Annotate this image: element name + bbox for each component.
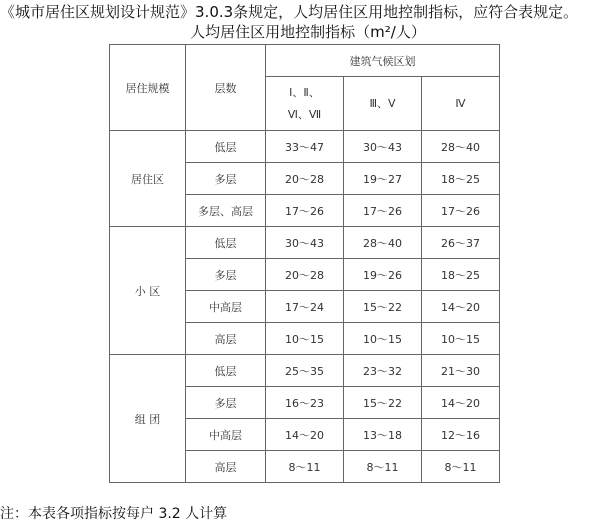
zone-1-line2: Ⅵ、Ⅶ bbox=[287, 107, 322, 121]
intro-text: 《城市居住区规划设计规范》3.0.3条规定，人均居住区用地控制指标，应符合表规定。 bbox=[0, 3, 579, 21]
table-body bbox=[110, 131, 500, 483]
table-row bbox=[110, 227, 500, 259]
land-use-index-table bbox=[109, 44, 500, 483]
value-cell: 21～30 bbox=[422, 355, 500, 387]
value-cell: 17～26 bbox=[422, 195, 500, 227]
zone-3-line1: Ⅳ bbox=[455, 96, 466, 110]
value-cell: 14～20 bbox=[266, 419, 344, 451]
floor-cell: 低层 bbox=[186, 131, 266, 163]
table-note: 注：本表各项指标按每户 3.2 人计算 bbox=[0, 506, 228, 522]
table-row bbox=[110, 131, 500, 163]
floor-cell: 低层 bbox=[186, 355, 266, 387]
floor-cell: 多层 bbox=[186, 163, 266, 195]
zone-2-line1: Ⅲ、Ⅴ bbox=[369, 96, 396, 110]
value-cell: 10～15 bbox=[344, 323, 422, 355]
value-cell: 33～47 bbox=[266, 131, 344, 163]
value-cell: 14～20 bbox=[422, 291, 500, 323]
floor-cell: 高层 bbox=[186, 451, 266, 483]
value-cell: 12～16 bbox=[422, 419, 500, 451]
header-scale: 居住规模 bbox=[110, 45, 186, 131]
floor-cell: 中高层 bbox=[186, 419, 266, 451]
value-cell: 20～28 bbox=[266, 259, 344, 291]
floor-cell: 低层 bbox=[186, 227, 266, 259]
header-zone-1 bbox=[266, 77, 344, 131]
value-cell: 17～26 bbox=[266, 195, 344, 227]
scale-group-cell: 组 团 bbox=[110, 355, 186, 483]
value-cell: 8～11 bbox=[422, 451, 500, 483]
value-cell: 16～23 bbox=[266, 387, 344, 419]
value-cell: 13～18 bbox=[344, 419, 422, 451]
value-cell: 19～27 bbox=[344, 163, 422, 195]
value-cell: 19～26 bbox=[344, 259, 422, 291]
value-cell: 15～22 bbox=[344, 291, 422, 323]
floor-cell: 多层 bbox=[186, 259, 266, 291]
zone-1-line1: Ⅰ、Ⅱ、 bbox=[289, 85, 320, 99]
scale-group-cell: 居住区 bbox=[110, 131, 186, 227]
scale-group-cell: 小 区 bbox=[110, 227, 186, 355]
value-cell: 10～15 bbox=[422, 323, 500, 355]
header-climate-zone: 建筑气候区划 bbox=[266, 45, 500, 77]
value-cell: 26～37 bbox=[422, 227, 500, 259]
value-cell: 8～11 bbox=[344, 451, 422, 483]
value-cell: 10～15 bbox=[266, 323, 344, 355]
table-caption: 人均居住区用地控制指标（m²/人） bbox=[190, 23, 426, 41]
header-zone-3 bbox=[422, 77, 500, 131]
value-cell: 20～28 bbox=[266, 163, 344, 195]
value-cell: 8～11 bbox=[266, 451, 344, 483]
value-cell: 23～32 bbox=[344, 355, 422, 387]
table-row bbox=[110, 355, 500, 387]
value-cell: 28～40 bbox=[422, 131, 500, 163]
header-zone-2 bbox=[344, 77, 422, 131]
value-cell: 28～40 bbox=[344, 227, 422, 259]
value-cell: 25～35 bbox=[266, 355, 344, 387]
floor-cell: 中高层 bbox=[186, 291, 266, 323]
value-cell: 30～43 bbox=[266, 227, 344, 259]
header-floors: 层数 bbox=[186, 45, 266, 131]
floor-cell: 高层 bbox=[186, 323, 266, 355]
value-cell: 18～25 bbox=[422, 259, 500, 291]
value-cell: 30～43 bbox=[344, 131, 422, 163]
value-cell: 14～20 bbox=[422, 387, 500, 419]
value-cell: 18～25 bbox=[422, 163, 500, 195]
value-cell: 17～26 bbox=[344, 195, 422, 227]
value-cell: 17～24 bbox=[266, 291, 344, 323]
value-cell: 15～22 bbox=[344, 387, 422, 419]
floor-cell: 多层、高层 bbox=[186, 195, 266, 227]
floor-cell: 多层 bbox=[186, 387, 266, 419]
